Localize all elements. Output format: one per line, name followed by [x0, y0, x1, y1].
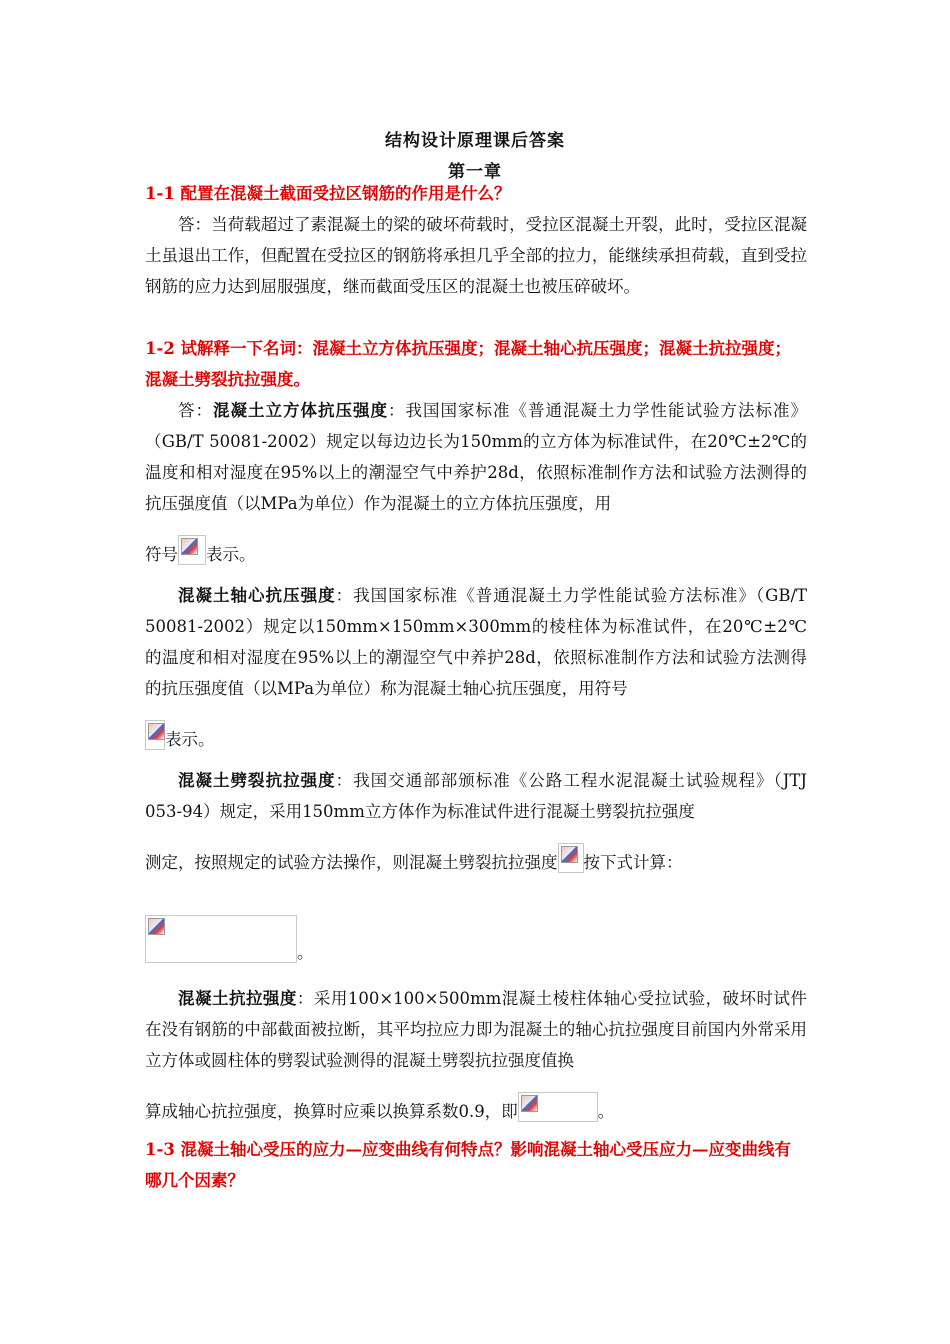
tensile-strength-formula-line [145, 1092, 614, 1122]
tensile-strength-tail-before: 算成轴心抗拉强度，换算时应乘以换算系数0.9，即 [145, 1102, 518, 1121]
broken-image-icon [521, 1095, 538, 1112]
axial-strength-text: ：我国国家标准《普通混凝土力学性能试验方法标准》（GB/T 50081-2002）规定以150mm×150mm×300mm的棱柱体为标准试件，在20℃±2℃的温度和相对湿度在95%以上的潮湿空气中养护28d，依照标准制作方法和试验方法测得的抗压强度值（以MPa为单位）称为混凝土轴心抗压强度，用符号 [145, 586, 808, 698]
question-1-1: 1-1 配置在混凝土截面受拉区钢筋的作用是什么？ [145, 184, 511, 203]
answer-cube-strength [145, 395, 807, 519]
cube-strength-symbol-line [145, 535, 256, 565]
formula-image-placeholder [518, 1092, 598, 1122]
answer-axial-strength [145, 580, 807, 704]
broken-image-icon [181, 538, 198, 555]
chapter-heading: 第一章 [448, 162, 502, 182]
broken-image-icon [148, 918, 165, 935]
answer-prefix: 答： [178, 401, 213, 420]
cube-strength-text: ：我国国家标准《普通混凝土力学性能试验方法标准》（GB/T 50081-2002）规定以每边边长为150mm的立方体为标准试件，在20℃±2℃的温度和相对湿度在95%以上的潮湿空气中养护28d，依照标准制作方法和试验方法测得的抗压强度值（以MPa为单位）作为混凝土的立方体抗压强度，用 [145, 401, 807, 513]
formula-image-placeholder [178, 535, 206, 565]
formula-period: 。 [297, 943, 314, 962]
question-1-2: 1-2 试解释一下名词：混凝土立方体抗压强度；混凝土轴心抗压强度；混凝土抗拉强度；混凝土劈裂抗拉强度。 [145, 339, 792, 389]
formula-image-placeholder [145, 915, 297, 963]
split-strength-formula-block [145, 915, 314, 963]
document-title: 结构设计原理课后答案 [385, 131, 565, 151]
term-axial-strength: 混凝土轴心抗压强度 [178, 586, 336, 605]
symbol-label: 符号 [145, 545, 178, 564]
term-split-strength: 混凝土劈裂抗拉强度 [178, 771, 336, 790]
split-strength-text: ：我国交通部部颁标准《公路工程水泥混凝土试验规程》（JTJ 053-94）规定，采用150mm立方体作为标准试件进行混凝土劈裂抗拉强度 [145, 771, 808, 821]
tensile-strength-tail-after: 。 [597, 1102, 615, 1121]
split-strength-tail-after: 按下式计算： [583, 853, 683, 872]
answer-1-1: 答：当荷载超过了素混凝土的梁的破坏荷载时，受拉区混凝土开裂，此时，受拉区混凝土虽退出工作，但配置在受拉区的钢筋将承担几乎全部的拉力，能继续承担荷载，直到受拉钢筋的应力达到屈服强度，继而截面受压区的混凝土也被压碎破坏。 [145, 215, 807, 296]
term-cube-strength: 混凝土立方体抗压强度 [213, 401, 388, 420]
split-strength-formula-line [145, 843, 683, 873]
symbol-tail: 表示。 [206, 545, 256, 564]
axial-strength-symbol-line [145, 720, 215, 750]
split-strength-tail-before: 测定，按照规定的试验方法操作，则混凝土劈裂抗拉强度 [145, 853, 558, 872]
answer-split-strength [145, 765, 807, 827]
formula-image-placeholder [558, 843, 584, 873]
broken-image-icon [561, 846, 578, 863]
question-1-3: 1-3 混凝土轴心受压的应力—应变曲线有何特点？影响混凝土轴心受压应力—应变曲线有哪几个因素？ [145, 1140, 792, 1190]
broken-image-icon [148, 723, 165, 740]
symbol-tail: 表示。 [165, 730, 215, 749]
tensile-strength-text: ：采用100×100×500mm混凝土棱柱体轴心受拉试验，破坏时试件在没有钢筋的中部截面被拉断，其平均拉应力即为混凝土的轴心抗拉强度目前国内外常采用立方体或圆柱体的劈裂试验测得的混凝土劈裂抗拉强度值换 [145, 989, 807, 1070]
answer-tensile-strength [145, 983, 807, 1076]
formula-image-placeholder [145, 720, 165, 750]
term-tensile-strength: 混凝土抗拉强度 [178, 989, 297, 1008]
